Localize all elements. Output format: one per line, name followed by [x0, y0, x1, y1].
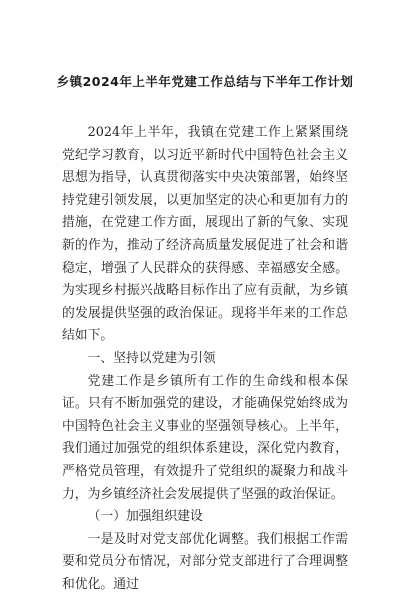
section-heading-1: 一、坚持以党建为引领	[87, 350, 216, 366]
intro-paragraph: 2024年上半年，我镇在党建工作上紧紧围绕党纪学习教育，以习近平新时代中国特色社会主义思想为指导，认真贯彻落实中央决策部署，始终坚持党建引领发展，以更加坚定的决心和更加有力的措施，在党建工作方面，展现出了新的气象、实现新的作为，推动了经济高质量发展促进了社会和谐稳定，增强了人民群众的获得感、幸福感安全感。为实现乡村振兴战略目标作出了应有贡献，为乡镇的发展提供坚强的政治保证。现将半年来的工作总结如下。	[62, 125, 348, 344]
document-title: 乡镇2024年上半年党建工作总结与下半年工作计划	[56, 74, 354, 89]
subsection-heading-1: （一）加强组织建设	[87, 509, 203, 525]
section-1-paragraph: 党建工作是乡镇所有工作的生命线和根本保证。只有不断加强党的建设，才能确保党始终成为中国特色社会主义事业的坚强领导核心。上半年，我们通过加强党的组织体系建设，深化党内教育，严格党员管理，有效提升了党组织的凝聚力和战斗力，为乡镇经济社会发展提供了坚强的政治保证。	[62, 373, 348, 502]
document-body	[62, 122, 348, 596]
subsection-1-paragraph: 一是及时对党支部优化调整。我们根据工作需要和党员分布情况，对部分党支部进行了合理调整和优化。通过	[62, 531, 348, 592]
